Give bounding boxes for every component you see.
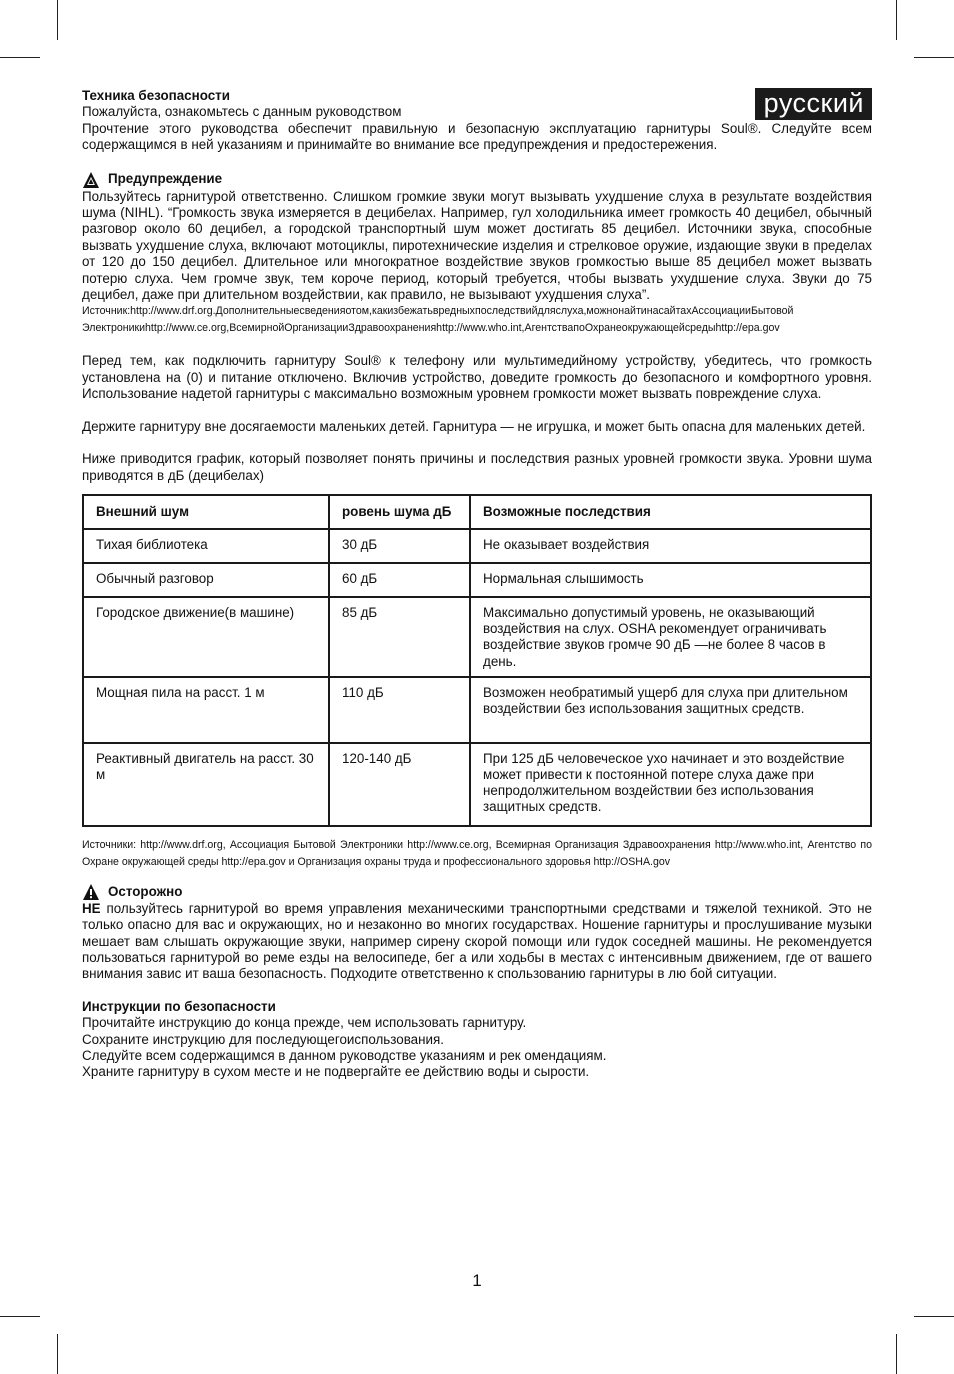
table-sources: Источники: http://www.drf.org, Ассоциация Бытовой Электроники http://www.ce.org, Всемирная Организация Здравоохранения http://www.who.int, Агентство по Охране окружающей среды http://epa.gov и Организация охраны труда и профессионального здоровья http://OSHA.gov bbox=[82, 838, 872, 868]
warning-heading bbox=[82, 171, 872, 189]
table-header-row bbox=[83, 495, 871, 529]
page-content bbox=[82, 88, 872, 1081]
table-header: Возможные последствия bbox=[470, 495, 871, 529]
warning-body: Пользуйтесь гарнитурой ответственно. Слишком громкие звуки могут вызывать ухудшение слуха в результате воздействия шума (NIHL). “Громкость звука измеряется в децибелах. Например, гул холодильника имеет громкость 40 децибел, обычный разговор около 60 децибел, а городской транспортный шум может достигать 85 децибел. Источники звука, способные вызвать ухудшение слуха, включают мотоциклы, пиротехнические изделия и стрелковое оружие, издающие звуки в пределах от 120 до 150 децибел. Длительное или многократное воздействие звуков громкостью выше 85 децибел может вызвать потерю слуха. Чем громче звук, тем короче период, который требуется, чтобы вызвать ухудшение слуха. Звуки до 75 децибел, даже при длительном воздействии, как правило, не вызывают ухудшения слуха”. bbox=[82, 188, 872, 303]
safety-title: Техника безопасности bbox=[82, 88, 230, 103]
crop-mark bbox=[914, 57, 954, 58]
crop-mark bbox=[57, 0, 58, 40]
paragraph-chart-intro: Ниже приводится график, который позволяет понять причины и последствия разных уровней громкости звука. Уровни шума приводятся в дБ (децибелах) bbox=[82, 451, 872, 483]
caution-heading bbox=[82, 883, 872, 901]
safety-body: Прочтение этого руководства обеспечит правильную и безопасную эксплуатацию гарнитуры Soul®. Следуйте всем содержащимся в ней указаниям и принимайте во внимание все предупреждения и предостережения. bbox=[82, 120, 872, 153]
table-cell: Тихая библиотека bbox=[83, 529, 329, 563]
table-cell: Максимально допустимый уровень, не оказывающий воздействия на слух. OSHA рекомендует ограничивать воздействие звуков громче 90 дБ —не более 8 часов в день. bbox=[470, 597, 871, 677]
crop-mark bbox=[0, 57, 40, 58]
table-cell: Мощная пила на расст. 1 м bbox=[83, 677, 329, 743]
table-row bbox=[83, 563, 871, 597]
table-cell: 60 дБ bbox=[329, 563, 470, 597]
table-row bbox=[83, 597, 871, 677]
table-row bbox=[83, 677, 871, 743]
table-cell: 30 дБ bbox=[329, 529, 470, 563]
table-cell: 120-140 дБ bbox=[329, 743, 470, 826]
table-cell: 110 дБ bbox=[329, 677, 470, 743]
paragraph-volume: Перед тем, как подключить гарнитуру Soul® к телефону или мультимедийному устройству, убедитесь, что громкость установлена на (0) и питание отключено. Включив устройство, доведите громкость до безопасного и комфортного уровня. Использование надетой гарнитуры с максимально возможным уровнем громкости может вызвать повреждение слуха. bbox=[82, 353, 872, 402]
caution-text: пользуйтесь гарнитурой во время управления механическими транспортными средствами и тяжелой техникой. Это не только опасно для вас и окружающих, но и незаконно во многих государствах. Ношение гарнитуры и прослушивание музыки мешает вам слышать окружающие звуки, например сирену скорой помощи или гудок соседней машины. Не рекомендуется пользоваться гарнитурой во реме езды на велосипеде, бег а или ходьбы в местах с интенсивным движением, где от вашего внимания завис ит ваша безопасность. Подходите ответственно к спользованию гарнитуры в лю бой ситуации. bbox=[82, 900, 872, 982]
table-cell: Реактивный двигатель на расст. 30 м bbox=[83, 743, 329, 826]
table-header: ровень шума дБ bbox=[329, 495, 470, 529]
warning-triangle-icon bbox=[82, 171, 100, 189]
table-row bbox=[83, 743, 871, 826]
table-cell: Не оказывает воздействия bbox=[470, 529, 871, 563]
page-number: 1 bbox=[472, 1271, 482, 1290]
table-cell: Городское движение(в машине) bbox=[83, 597, 329, 677]
instruction-line: Храните гарнитуру в сухом месте и не подвергайте ее действию воды и сырости. bbox=[82, 1064, 590, 1080]
language-badge: русский bbox=[755, 88, 872, 120]
crop-mark bbox=[0, 1316, 40, 1317]
instructions-title: Инструкции по безопасности bbox=[82, 998, 276, 1014]
crop-mark bbox=[896, 0, 897, 40]
crop-mark bbox=[896, 1334, 897, 1374]
table-row bbox=[83, 529, 871, 563]
instruction-line: Сохраните инструкцию для последующегоиспользования. bbox=[82, 1031, 444, 1047]
instruction-line: Следуйте всем содержащимся в данном руководстве указаниям и рек омендациям. bbox=[82, 1047, 607, 1063]
caution-title: Осторожно bbox=[108, 883, 183, 899]
table-cell: Обычный разговор bbox=[83, 563, 329, 597]
table-cell: При 125 дБ человеческое ухо начинает и это воздействие может привести к постоянной потере слуха даже при непродолжительном воздействии без использования защитных средств. bbox=[470, 743, 871, 826]
safety-subtitle: Пожалуйста, ознакомьтесь с данным руководством bbox=[82, 104, 402, 120]
caution-lead: НЕ bbox=[82, 900, 101, 916]
table-cell: Нормальная слышимость bbox=[470, 563, 871, 597]
caution-body bbox=[82, 901, 872, 983]
crop-mark bbox=[914, 1316, 954, 1317]
caution-triangle-icon bbox=[82, 883, 100, 901]
noise-table bbox=[82, 494, 872, 827]
warning-title: Предупреждение bbox=[108, 171, 223, 187]
paragraph-children: Держите гарнитуру вне досягаемости маленьких детей. Гарнитура — не игрушка, и может быть опасна для маленьких детей. bbox=[82, 418, 866, 434]
warning-source: Источник:http://www.drf.org.Дополнительныесведенияотом,какизбежатьвредныхпоследствийдляслуха,можнонайтинасайтахАссоциацииБытовой Электроникиhttp://www.ce.org,ВсемирнойОрганизацииЗдравоохраненияhttp://www.who.int,АгентствапоОхранеокружающейсредыhttp://epa.gov bbox=[82, 305, 794, 335]
table-cell: 85 дБ bbox=[329, 597, 470, 677]
instruction-line: Прочитайте инструкцию до конца прежде, чем использовать гарнитуру. bbox=[82, 1015, 527, 1031]
table-header: Внешний шум bbox=[83, 495, 329, 529]
table-cell: Возможен необратимый ущерб для слуха при длительном воздействии без использования защитных средств. bbox=[470, 677, 871, 743]
crop-mark bbox=[57, 1334, 58, 1374]
